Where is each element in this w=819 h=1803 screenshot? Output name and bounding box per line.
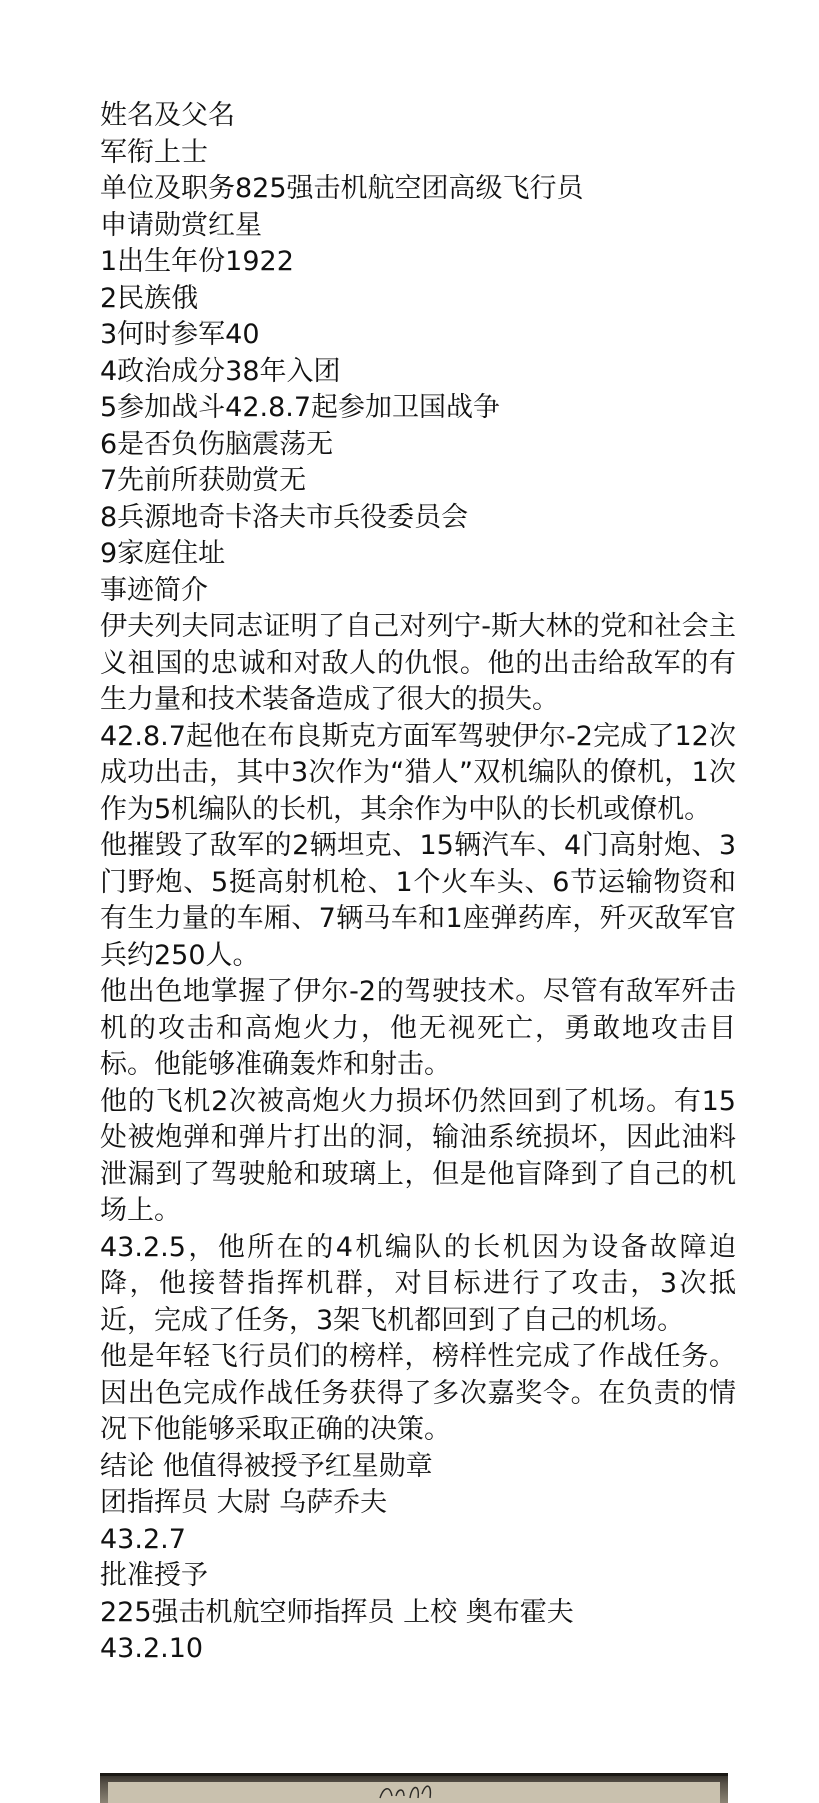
conclusion: 结论 他值得被授予红星勋章 bbox=[100, 1450, 433, 1482]
field-enlisted: 3何时参军40 bbox=[100, 319, 260, 350]
field-birth-year: 1出生年份1922 bbox=[100, 246, 294, 277]
handwriting-mark bbox=[370, 1776, 450, 1803]
header-fields bbox=[100, 98, 736, 573]
summary-paragraph: 他的飞机2次被高炮火力损坏仍然回到了机场。有15处被炮弹和弹片打出的洞，输油系统损坏，因此油料泄漏到了驾驶舱和玻璃上，但是他盲降到了自己的机场上。 bbox=[100, 1085, 736, 1226]
field-name: 姓名及父名 bbox=[100, 100, 235, 131]
summary-body bbox=[100, 609, 736, 1449]
field-party: 4政治成分38年入团 bbox=[100, 355, 341, 387]
summary-paragraph: 他摧毁了敌军的2辆坦克、15辆汽车、4门高射炮、3门野炮、5挺高射机枪、1个火车头、6节运输物资和有生力量的车厢、7辆马车和1座弹药库，歼灭敌军官兵约250人。 bbox=[100, 830, 736, 971]
scanned-document-image bbox=[100, 1773, 728, 1803]
field-wounds: 6是否负伤脑震荡无 bbox=[100, 428, 334, 460]
field-draft-office: 8兵源地奇卡洛夫市兵役委员会 bbox=[100, 501, 469, 533]
field-unit-position: 单位及职务825强击机航空团高级飞行员 bbox=[100, 173, 584, 204]
approval: 批准授予 bbox=[100, 1560, 208, 1591]
field-combat: 5参加战斗42.8.7起参加卫国战争 bbox=[100, 392, 501, 423]
summary-paragraph: 43.2.5，他所在的4机编队的长机因为设备故障迫降，他接替指挥机群，对目标进行了攻击，3次抵近，完成了任务，3架飞机都回到了自己的机场。 bbox=[100, 1231, 736, 1336]
field-rank: 军衔上士 bbox=[100, 136, 208, 168]
signature-block bbox=[100, 1449, 736, 1668]
field-award-requested: 申请勋赏红星 bbox=[100, 209, 262, 241]
division-commander: 225强击机航空师指挥员 上校 奥布霍夫 bbox=[100, 1596, 574, 1628]
regiment-commander: 团指挥员 大尉 乌萨乔夫 bbox=[100, 1487, 388, 1518]
field-previous-awards: 7先前所获勋赏无 bbox=[100, 465, 307, 496]
award-document bbox=[100, 98, 736, 1668]
summary-paragraph: 他是年轻飞行员们的榜样，榜样性完成了作战任务。因出色完成作战任务获得了多次嘉奖令。在负责的情况下他能够采取正确的决策。 bbox=[100, 1341, 736, 1445]
regiment-date: 43.2.7 bbox=[100, 1523, 186, 1555]
summary-paragraph: 他出色地掌握了伊尔-2的驾驶技术。尽管有敌军歼击机的攻击和高炮火力，他无视死亡，勇敢地攻击目标。他能够准确轰炸和射击。 bbox=[100, 976, 736, 1080]
summary-heading: 事迹简介 bbox=[100, 574, 208, 606]
field-nationality: 2民族俄 bbox=[100, 282, 199, 314]
summary-paragraph: 42.8.7起他在布良斯克方面军驾驶伊尔-2完成了12次成功出击，其中3次作为“猎人”双机编队的僚机，1次作为5机编队的长机，其余作为中队的长机或僚机。 bbox=[100, 720, 736, 825]
summary-paragraph: 伊夫列夫同志证明了自己对列宁-斯大林的党和社会主义祖国的忠诚和对敌人的仇恨。他的出击给敌军的有生力量和技术装备造成了很大的损失。 bbox=[100, 611, 736, 715]
field-home-address: 9家庭住址 bbox=[100, 538, 226, 569]
division-date: 43.2.10 bbox=[100, 1633, 204, 1664]
